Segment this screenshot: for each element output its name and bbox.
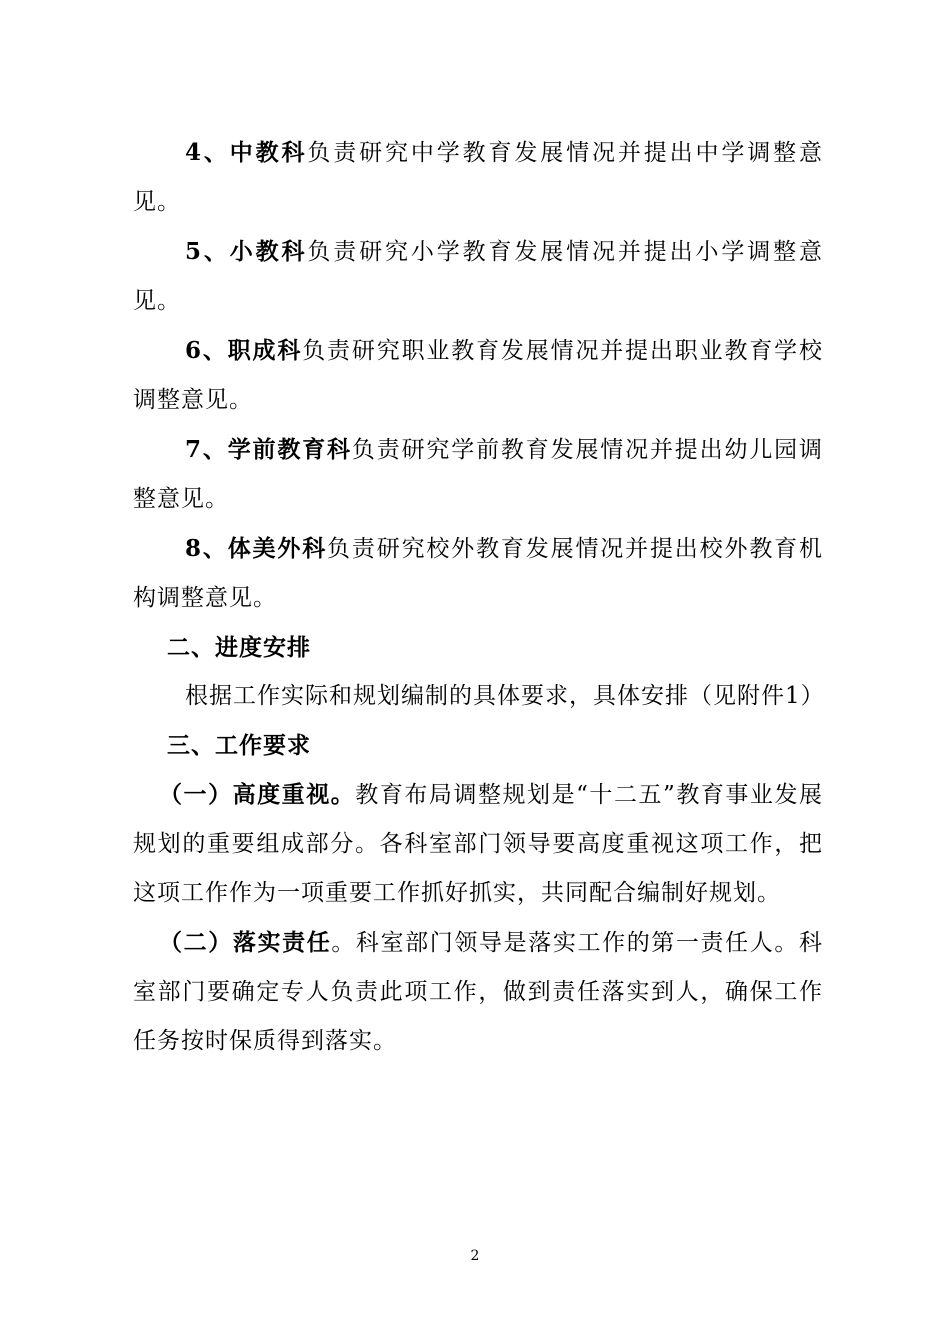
item-paragraph xyxy=(133,227,823,326)
requirement-paragraph-2 xyxy=(133,918,823,1066)
item-text: 负责研究学前教育发展情况并提出幼儿园调整意见。 xyxy=(133,437,823,512)
section-heading-schedule: 二、进度安排 xyxy=(167,634,311,661)
item-title: 学前教育科 xyxy=(227,436,352,463)
page-number: 2 xyxy=(470,1248,480,1264)
requirement-text: 教育布局调整规划是“十二五”教育事业发展规划的重要组成部分。各科室部门领导要高度重视这项工作，把这项工作作为一项重要工作抓好抓实，共同配合编制好规划。 xyxy=(133,782,823,906)
document-body xyxy=(133,128,823,1066)
item-number: 8、 xyxy=(185,535,228,562)
item-title: 中教科 xyxy=(229,139,308,166)
item-text: 负责研究职业教育发展情况并提出职业教育学校调整意见。 xyxy=(133,338,824,413)
item-title: 体美外科 xyxy=(227,535,328,562)
item-text: 负责研究中学教育发展情况并提出中学调整意见。 xyxy=(133,140,824,215)
item-number: 5、 xyxy=(185,238,230,265)
item-title: 职成科 xyxy=(227,337,303,364)
requirement-title: （二）落实责任 xyxy=(159,929,332,956)
item-number: 6、 xyxy=(185,337,228,364)
item-text: 负责研究小学教育发展情况并提出小学调整意见。 xyxy=(133,239,824,314)
item-paragraph xyxy=(133,524,823,623)
requirement-title: （一）高度重视。 xyxy=(159,781,356,808)
schedule-paragraph: 根据工作实际和规划编制的具体要求，具体安排（见附件1） xyxy=(185,683,825,709)
section-heading-requirements: 三、工作要求 xyxy=(167,732,311,759)
requirement-paragraph-1 xyxy=(133,770,823,918)
item-title: 小教科 xyxy=(229,238,308,265)
item-number: 4、 xyxy=(185,139,230,166)
requirement-text: 。科室部门领导是落实工作的第一责任人。科室部门要确定专人负责此项工作，做到责任落实到人，确保工作任务按时保质得到落实。 xyxy=(133,930,824,1054)
item-paragraph xyxy=(133,326,823,425)
item-text: 负责研究校外教育发展情况并提出校外教育机构调整意见。 xyxy=(133,536,823,611)
item-paragraph xyxy=(133,128,823,227)
item-paragraph xyxy=(133,425,823,524)
item-number: 7、 xyxy=(185,436,228,463)
